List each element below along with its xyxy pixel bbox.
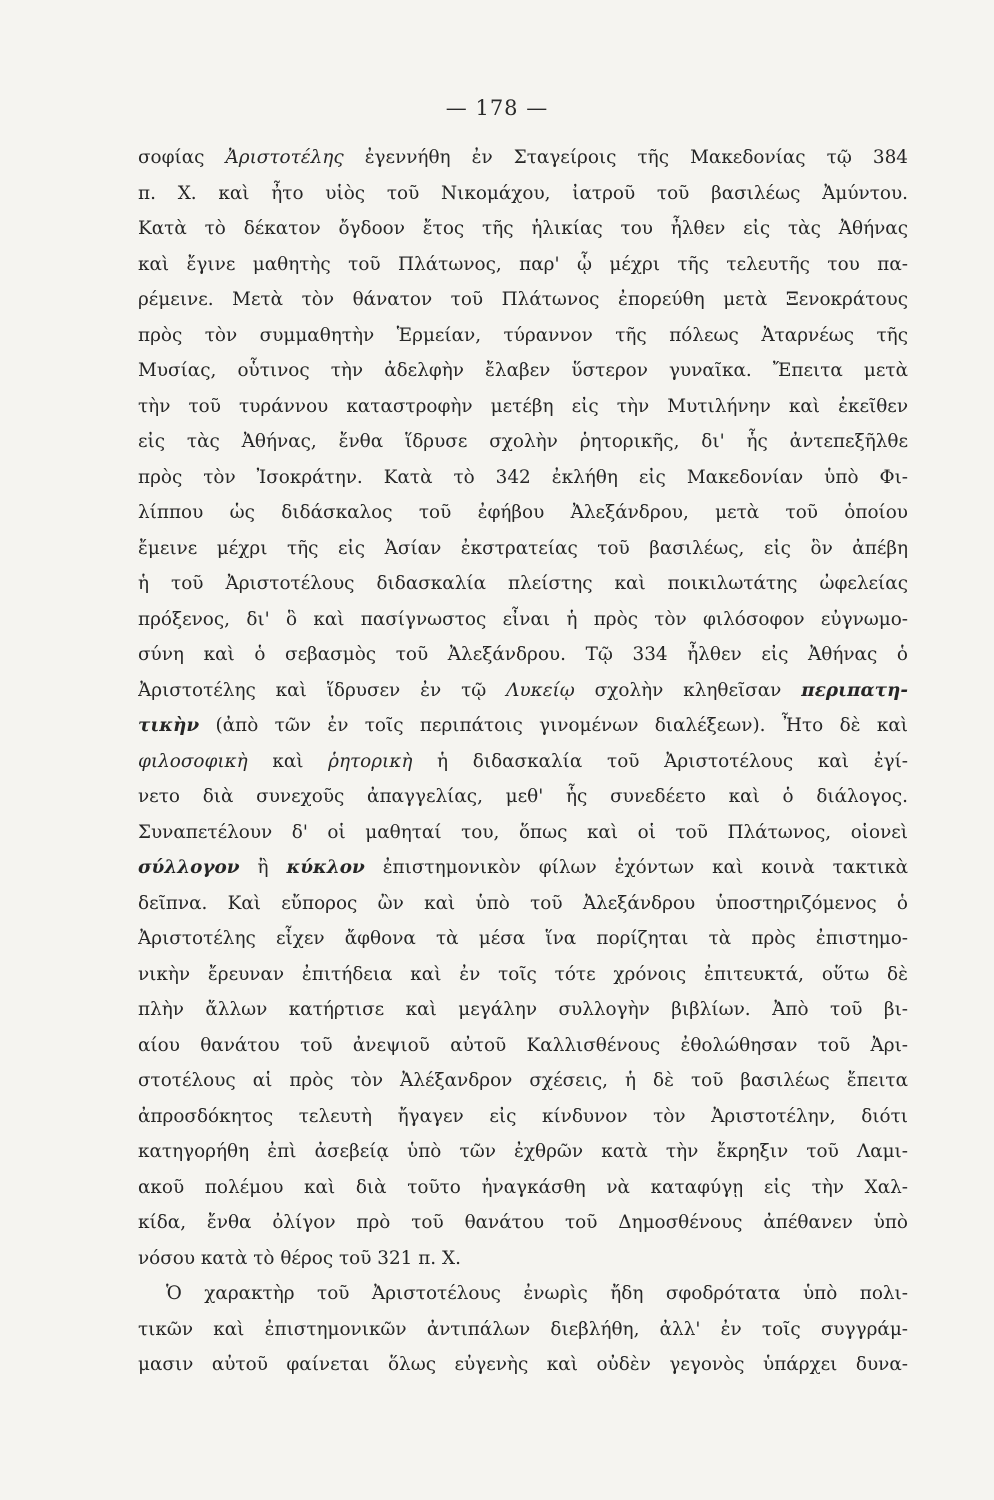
page-number: — 178 — — [445, 96, 549, 120]
text-run: νικὴν ἔρευναν ἐπιτήδεια καὶ ἐν τοῖς τότε χρόνοις ἐπιτευκτά, οὕτω δὲ — [138, 963, 908, 985]
text-line — [138, 637, 908, 673]
text-run: σύνη καὶ ὁ σεβασμὸς τοῦ Ἀλεξάνδρου. Τῷ 334 ἦλθεν εἰς Ἀθήνας ὁ — [138, 644, 908, 665]
text-run: ρέμεινε. Μετὰ τὸν θάνατον τοῦ Πλάτωνος ἐπορεύθη μετὰ Ξενοκράτους — [138, 289, 908, 310]
text-line — [138, 211, 908, 247]
text-line — [138, 1134, 908, 1170]
text-line — [138, 744, 908, 780]
bold-italic-term: τικὴν — [138, 715, 200, 736]
text-run: καὶ ἔγινε μαθητὴς τοῦ Πλάτωνος, παρ' ᾧ μέχρι τῆς τελευτῆς του πα- — [138, 253, 908, 275]
text-run: τικῶν καὶ ἐπιστημονικῶν ἀντιπάλων διεβλήθη, ἀλλ' ἐν τοῖς συγγράμ- — [138, 1318, 908, 1340]
text-run: Μυσίας, οὗτινος τὴν ἀδελφὴν ἔλαβεν ὕστερον γυναῖκα. Ἔπειτα μετὰ — [138, 360, 908, 381]
text-run: πλὴν ἄλλων κατήρτισε καὶ μεγάλην συλλογὴν βιβλίων. Ἀπὸ τοῦ βι- — [138, 999, 908, 1020]
italic-term: φιλοσοφικὴ — [138, 750, 248, 772]
text-line — [138, 708, 908, 744]
text-line — [138, 1170, 908, 1206]
text-line — [138, 460, 908, 496]
text-line — [138, 1063, 908, 1099]
text-line — [138, 1347, 908, 1383]
text-run: αίου θανάτου τοῦ ἀνεψιοῦ αὐτοῦ Καλλισθένους ἐθολώθησαν τοῦ Ἀρι- — [138, 1034, 908, 1056]
text-run: πρὸς τὸν Ἰσοκράτην. Κατὰ τὸ 342 ἐκλήθη εἰς Μακεδονίαν ὑπὸ Φι- — [138, 466, 908, 488]
text-run: π. Χ. καὶ ἦτο υἱὸς τοῦ Νικομάχου, ἰατροῦ τοῦ βασιλέως Ἀμύντου. — [138, 182, 908, 204]
text-line — [138, 140, 908, 176]
italic-term: Ἀριστοτέλης — [225, 147, 344, 168]
bold-italic-term: περιπατη- — [801, 679, 908, 701]
text-run: μασιν αὐτοῦ φαίνεται ὅλως εὐγενὴς καὶ οὐδὲν γεγονὸς ὑπάρχει δυνα- — [138, 1354, 908, 1375]
text-line — [138, 389, 908, 425]
text-line — [138, 424, 908, 460]
text-run: κίδα, ἔνθα ὀλίγον πρὸ τοῦ θανάτου τοῦ Δημοσθένους ἀπέθανεν ὑπὸ — [138, 1212, 908, 1233]
text-run: Ἀριστοτέλης καὶ ἵδρυσεν ἐν τῷ — [138, 679, 507, 701]
text-run: Ἀριστοτέλης εἶχεν ἄφθονα τὰ μέσα ἵνα πορίζηται τὰ πρὸς ἐπιστημο- — [138, 928, 908, 949]
text-line — [138, 531, 908, 567]
italic-term: Λυκείῳ — [506, 679, 575, 701]
text-line — [138, 495, 908, 531]
body-text — [138, 140, 908, 1383]
text-run: ακοῦ πολέμου καὶ διὰ τοῦτο ἠναγκάσθη νὰ καταφύγῃ εἰς τὴν Χαλ- — [138, 1176, 908, 1198]
text-run: καὶ — [247, 750, 329, 772]
text-line — [138, 353, 908, 389]
text-run: νετο διὰ συνεχοῦς ἀπαγγελίας, μεθ' ἧς συνεδέετο καὶ ὁ διάλογος. — [138, 786, 908, 807]
text-line — [138, 815, 908, 851]
text-run: νόσου κατὰ τὸ θέρος τοῦ 321 π. Χ. — [138, 1247, 461, 1269]
bold-italic-term: σύλλογον — [138, 857, 240, 878]
text-run: ἡ τοῦ Ἀριστοτέλους διδασκαλία πλείστης καὶ ποικιλωτάτης ὠφελείας — [138, 573, 908, 594]
text-line — [138, 1205, 908, 1241]
text-line — [138, 1028, 908, 1064]
bold-italic-term: κύκλον — [286, 857, 365, 878]
text-line — [138, 673, 908, 709]
text-line — [138, 886, 908, 922]
text-run: δεῖπνα. Καὶ εὔπορος ὢν καὶ ὑπὸ τοῦ Ἀλεξάνδρου ὑποστηριζόμενος ὁ — [138, 892, 908, 914]
text-line — [138, 1276, 908, 1312]
text-run: Συναπετέλουν δ' οἱ μαθηταί του, ὅπως καὶ οἱ τοῦ Πλάτωνος, οἱονεὶ — [138, 821, 908, 843]
text-line — [138, 318, 908, 354]
text-run: εἰς τὰς Ἀθήνας, ἔνθα ἵδρυσε σχολὴν ῥητορικῆς, δι' ἧς ἀντεπεξῆλθε — [138, 431, 908, 452]
text-run: ἀπροσδόκητος τελευτὴ ἤγαγεν εἰς κίνδυνον τὸν Ἀριστοτέλην, διότι — [138, 1105, 908, 1127]
text-run: πρόξενος, δι' ὃ καὶ πασίγνωστος εἶναι ἡ πρὸς τὸν φιλόσοφον εὐγνωμο- — [138, 608, 908, 630]
text-run: ἐγεννήθη ἐν Σταγείροις τῆς Μακεδονίας τῷ 384 — [343, 147, 908, 168]
text-run: (ἀπὸ τῶν ἐν τοῖς περιπάτοις γινομένων διαλέξεων). Ἦτο δὲ καὶ — [199, 715, 908, 736]
text-run: Ὁ χαρακτὴρ τοῦ Ἀριστοτέλους ἐνωρὶς ἤδη σφοδρότατα ὑπὸ πολι- — [166, 1283, 908, 1304]
text-line — [138, 1241, 908, 1277]
text-run: πρὸς τὸν συμμαθητὴν Ἑρμείαν, τύραννον τῆς πόλεως Ἀταρνέως τῆς — [138, 324, 908, 346]
text-line — [138, 566, 908, 602]
text-line — [138, 602, 908, 638]
text-run: ἢ — [239, 857, 287, 878]
text-run: Κατὰ τὸ δέκατον ὄγδοον ἔτος τῆς ἡλικίας του ἦλθεν εἰς τὰς Ἀθήνας — [138, 218, 908, 239]
text-line — [138, 1099, 908, 1135]
italic-term: ῥητορικὴ — [328, 750, 413, 772]
text-run: λίππου ὡς διδάσκαλος τοῦ ἐφήβου Ἀλεξάνδρου, μετὰ τοῦ ὁποίου — [138, 502, 908, 523]
text-run: σχολὴν κληθεῖσαν — [574, 679, 802, 701]
text-run: τὴν τοῦ τυράννου καταστροφὴν μετέβη εἰς τὴν Μυτιλήνην καὶ ἐκεῖθεν — [138, 395, 908, 417]
text-line — [138, 779, 908, 815]
text-line — [138, 992, 908, 1028]
text-run: ἔμεινε μέχρι τῆς εἰς Ἀσίαν ἐκστρατείας τοῦ βασιλέως, εἰς ὃν ἀπέβη — [138, 537, 908, 559]
text-run: ἐπιστημονικὸν φίλων ἐχόντων καὶ κοινὰ τακτικὰ — [364, 857, 908, 878]
text-run: σοφίας — [138, 147, 226, 168]
text-line — [138, 282, 908, 318]
text-run: κατηγορήθη ἐπὶ ἀσεβείᾳ ὑπὸ τῶν ἐχθρῶν κατὰ τὴν ἔκρηξιν τοῦ Λαμι- — [138, 1141, 908, 1162]
text-line — [138, 957, 908, 993]
text-run: ἡ διδασκαλία τοῦ Ἀριστοτέλους καὶ ἐγί- — [412, 750, 908, 772]
text-line — [138, 247, 908, 283]
text-line — [138, 1312, 908, 1348]
text-line — [138, 850, 908, 886]
text-run: στοτέλους αἱ πρὸς τὸν Ἀλέξανδρον σχέσεις, ἡ δὲ τοῦ βασιλέως ἔπειτα — [138, 1070, 908, 1091]
text-line — [138, 176, 908, 212]
text-line — [138, 921, 908, 957]
